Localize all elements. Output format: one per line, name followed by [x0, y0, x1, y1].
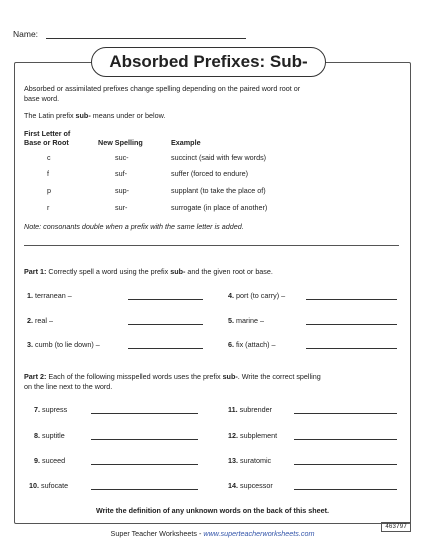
closing-instruction: Write the definition of any unknown words on the back of this sheet.	[95, 506, 330, 515]
table-row-example: surrogate (in place of another)	[171, 203, 268, 212]
latin-post: means under or below.	[90, 111, 166, 120]
note-text: Note: consonants double when a prefix with the same letter is added.	[24, 222, 244, 231]
table-row-letter: p	[47, 186, 51, 195]
question-10	[29, 481, 68, 490]
section-divider	[24, 245, 399, 246]
question-11	[228, 405, 272, 414]
part1-text-post: and the given root or base.	[185, 267, 273, 276]
question-text: suptitle	[42, 431, 65, 440]
answer-line-13[interactable]	[294, 464, 397, 465]
answer-line-6[interactable]	[306, 348, 397, 349]
question-number: 14.	[228, 481, 238, 490]
table-row-example: supplant (to take the place of)	[171, 186, 266, 195]
table-row-example: succinct (said with few words)	[171, 153, 267, 162]
question-2	[27, 316, 53, 325]
answer-line-3[interactable]	[128, 348, 203, 349]
question-text: supcessor	[240, 481, 273, 490]
answer-line-4[interactable]	[306, 299, 397, 300]
answer-line-1[interactable]	[128, 299, 203, 300]
question-13	[228, 456, 271, 465]
footer-brand: Super Teacher Worksheets -	[110, 529, 204, 538]
latin-prefix: sub-	[75, 111, 91, 120]
table-header-letter-2: Base or Root	[24, 138, 69, 147]
latin-pre: The Latin prefix	[24, 111, 76, 120]
question-8	[34, 431, 65, 440]
question-text: subplement	[240, 431, 278, 440]
answer-line-2[interactable]	[128, 324, 203, 325]
part2-instructions-line-2: on the line next to the word.	[24, 382, 113, 391]
answer-line-12[interactable]	[294, 439, 397, 440]
question-5	[228, 316, 264, 325]
table-row-letter: c	[47, 153, 51, 162]
table-row-spelling: sur-	[115, 203, 128, 212]
intro-line-2: base word.	[24, 94, 60, 103]
question-number: 6.	[228, 340, 234, 349]
question-text: sufocate	[41, 481, 69, 490]
footer-url[interactable]: www.superteacherworksheets.com	[203, 529, 315, 538]
question-number: 10.	[29, 481, 39, 490]
part2-prefix: sub-	[222, 372, 238, 381]
question-text: real –	[35, 316, 53, 325]
answer-line-8[interactable]	[91, 439, 198, 440]
question-9	[34, 456, 65, 465]
question-text: marine –	[236, 316, 264, 325]
question-number: 1.	[27, 291, 33, 300]
question-text: port (to carry) –	[236, 291, 286, 300]
question-number: 7.	[34, 405, 40, 414]
part2-text-post: . Write the correct spelling	[237, 372, 321, 381]
question-number: 2.	[27, 316, 33, 325]
question-number: 12.	[228, 431, 238, 440]
part2-instructions	[24, 372, 321, 381]
question-12	[228, 431, 277, 440]
table-row-example: suffer (forced to endure)	[171, 169, 248, 178]
part2-text-pre: Each of the following misspelled words uses the prefix	[46, 372, 223, 381]
question-number: 3.	[27, 340, 33, 349]
name-label: Name:	[13, 29, 39, 39]
question-text: terranean –	[35, 291, 72, 300]
question-text: suceed	[42, 456, 66, 465]
worksheet-frame	[14, 62, 411, 524]
question-text: subrender	[239, 405, 272, 414]
question-3	[27, 340, 100, 349]
table-row-spelling: sup-	[115, 186, 129, 195]
question-4	[228, 291, 285, 300]
footer	[0, 529, 425, 538]
question-number: 5.	[228, 316, 234, 325]
table-header-spelling: New Spelling	[98, 138, 143, 147]
worksheet-title: Absorbed Prefixes: Sub-	[91, 47, 326, 77]
question-text: supress	[42, 405, 68, 414]
part1-instructions	[24, 267, 273, 276]
table-header-letter-1: First Letter of	[24, 129, 71, 138]
question-number: 4.	[228, 291, 234, 300]
table-row-spelling: suf-	[115, 169, 127, 178]
answer-line-5[interactable]	[306, 324, 397, 325]
table-header-example: Example	[171, 138, 201, 147]
intro-line-1: Absorbed or assimilated prefixes change spelling depending on the paired word root or	[24, 84, 301, 93]
question-number: 13.	[228, 456, 238, 465]
part1-prefix: sub-	[170, 267, 186, 276]
question-text: cumb (to lie down) –	[35, 340, 100, 349]
question-text: fix (attach) –	[236, 340, 276, 349]
question-number: 11.	[228, 405, 238, 414]
answer-line-14[interactable]	[294, 489, 397, 490]
part1-label: Part 1:	[24, 267, 47, 276]
part1-text-pre: Correctly spell a word using the prefix	[46, 267, 171, 276]
question-14	[228, 481, 273, 490]
question-7	[34, 405, 67, 414]
table-row-letter: f	[47, 169, 49, 178]
table-row-spelling: suc-	[115, 153, 129, 162]
question-number: 8.	[34, 431, 40, 440]
question-1	[27, 291, 72, 300]
answer-line-11[interactable]	[294, 413, 397, 414]
question-number: 9.	[34, 456, 40, 465]
answer-line-10[interactable]	[91, 489, 198, 490]
answer-line-9[interactable]	[91, 464, 198, 465]
answer-line-7[interactable]	[91, 413, 198, 414]
latin-prefix-sentence	[24, 111, 165, 120]
name-answer-line[interactable]	[46, 38, 246, 39]
table-row-letter: r	[47, 203, 50, 212]
question-6	[228, 340, 276, 349]
question-text: suratomic	[240, 456, 272, 465]
worksheet-code: 463797	[381, 522, 411, 532]
part2-label: Part 2:	[24, 372, 47, 381]
